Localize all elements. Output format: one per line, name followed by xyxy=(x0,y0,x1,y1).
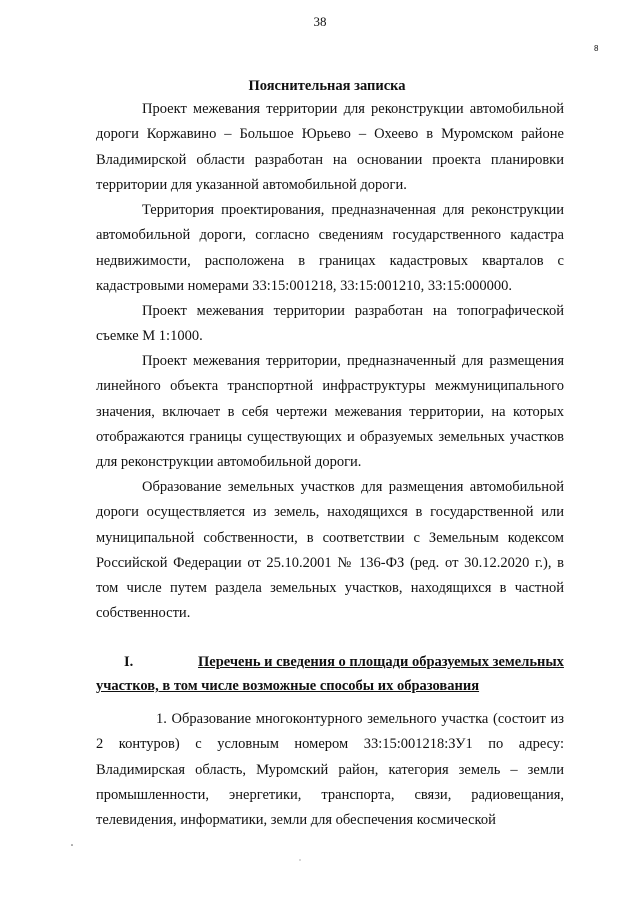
section-title-line2: участков, в том числе возможные способы их образования xyxy=(96,678,480,694)
document-title: Пояснительная записка xyxy=(248,78,406,94)
section-title-line1: Перечень и сведения о площади образуемых земельных xyxy=(198,654,564,670)
page-number: 38 xyxy=(313,14,327,29)
paragraph-4: Проект межевания территории, предназначенный для размещения линейного объекта транспортной инфраструктуры межмуниципального значения, включает в себя чертежи межевания территории, на которых отображаются границы существующих и образуемых земельных участков для реконструкции автомобильной дороги. xyxy=(96,353,564,471)
corner-mark: 8 xyxy=(594,44,599,53)
item-1: 1. Образование многоконтурного земельного участка (состоит из 2 контуров) с условным номером 33:15:001218:ЗУ1 по адресу: Владимирская область, Муромский район, категория земель – земли промышленности, энергетики, транспорта, связи, радиовещания, телевидения, информатики, земли для обеспечения космической xyxy=(96,711,564,829)
paragraph-5: Образование земельных участков для размещения автомобильной дороги осуществляется из земель, находящихся в государственной или муниципальной собственности, в соответствии с Земельным кодексом Российской Федерации от 25.10.2001 № 136-ФЗ (ред. от 30.12.2020 г.), в том числе путем раздела земельных участков, находящихся в частной собственности. xyxy=(96,479,564,622)
paragraph-2: Территория проектирования, предназначенная для реконструкции автомобильной дороги, согласно сведениям государственного кадастра недвижимости, расположена в границах кадастровых кварталов с кадастровыми номерами 33:15:001218, 33:15:001210, 33:15:000000. xyxy=(96,202,564,294)
paragraph-1: Проект межевания территории для реконструкции автомобильной дороги Коржавино – Большое Юрьево – Охеево в Муромском районе Владимирской области разработан на основании проекта планировки территории для указанной автомобильной дороги. xyxy=(96,101,564,193)
section-number: I. xyxy=(124,654,134,670)
paragraph-3: Проект межевания территории разработан на топографической съемке М 1:1000. xyxy=(96,303,564,345)
section-heading xyxy=(96,650,564,698)
